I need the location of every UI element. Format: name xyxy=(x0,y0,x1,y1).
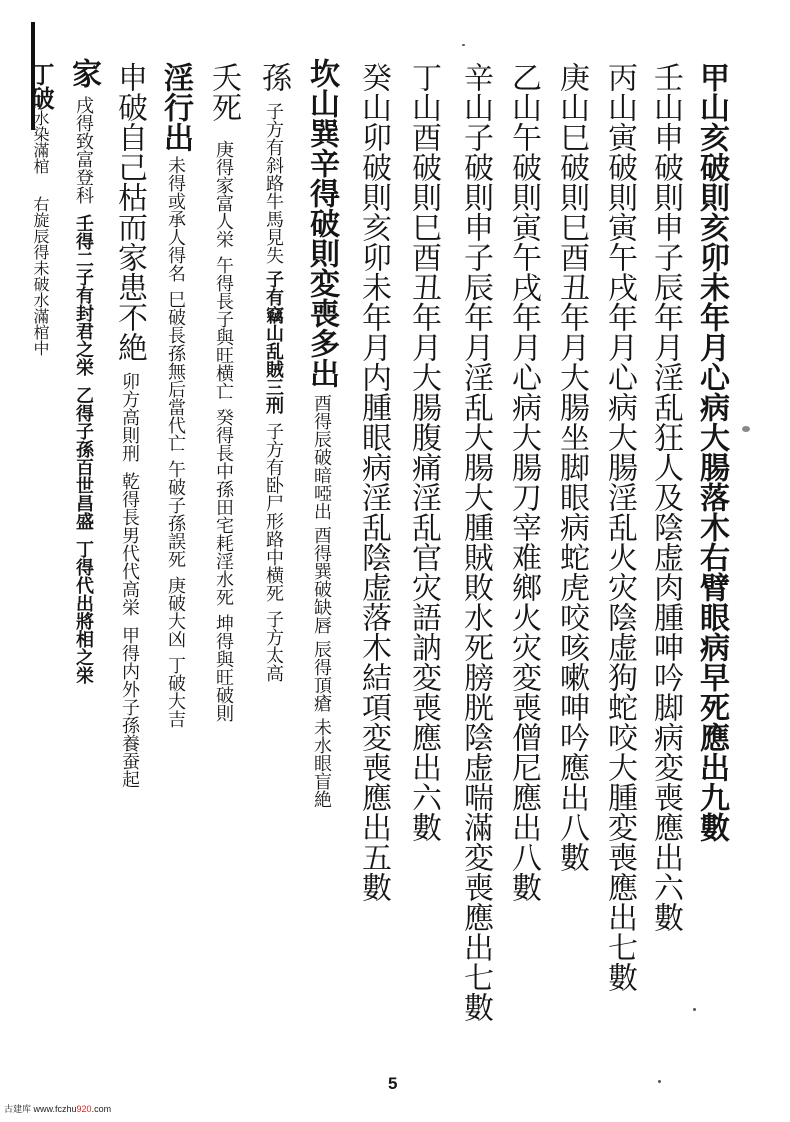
text-column-4 xyxy=(554,62,589,872)
column-note: 酉得辰破暗啞出 xyxy=(311,394,332,520)
column-note: 子方有卧尸形路中横死 xyxy=(263,422,284,602)
column-note: 戌得致富登科 xyxy=(73,96,94,204)
text-column-9 xyxy=(304,58,339,808)
column-note: 癸得長中孫田宅耗淫水死 xyxy=(213,408,234,606)
text-column-5 xyxy=(506,62,541,902)
column-text: 壬山申破則申子辰年月淫乱狂人及陰虚肉腫呻吟脚病変喪應出六數 xyxy=(648,62,683,932)
column-note: 未水眼盲絶 xyxy=(311,718,332,808)
text-column-10 xyxy=(256,62,291,682)
page-number: 5 xyxy=(388,1074,398,1093)
column-note: 乾得長男代代高栄 xyxy=(119,472,140,616)
column-note: 子方太高 xyxy=(263,610,284,682)
column-heading: 丁破 xyxy=(26,62,55,110)
column-text: 丙山寅破則寅午戌年月心病大腸淫乱火灾陰虚狗蛇咬大腫変喪應出七數 xyxy=(602,62,637,992)
text-column-7 xyxy=(406,62,441,842)
column-text: 辛山子破則申子辰年月淫乱大腸大腫賊敗水死膀胱陰虚喘滿変喪應出七數 xyxy=(458,62,493,1022)
column-note: 甲得内外子孫養蚕起 xyxy=(119,626,140,788)
column-text: 癸山卯破則亥卯未年月内腫眼病淫乱陰虚落木結項変喪應出五數 xyxy=(356,62,391,902)
column-heading: 坎山巽辛得破則変喪多出 xyxy=(304,58,339,388)
column-note: 庚得家富人栄 xyxy=(213,140,234,248)
column-note: 子有竊山乱賊三刑 xyxy=(263,270,284,414)
column-text: 甲山亥破則亥卯未年月心病大腸落木右臂眼病早死應出九數 xyxy=(694,62,729,842)
column-note: 子方有斜路牛馬見失 xyxy=(263,102,284,264)
scan-speck xyxy=(462,44,465,46)
text-column-6 xyxy=(458,62,493,1022)
column-heading: 孫 xyxy=(256,62,291,92)
column-heading: 夭死 xyxy=(206,62,241,122)
text-column-15 xyxy=(26,62,55,356)
column-note: 右旋辰得未破水滿棺中 xyxy=(31,196,50,356)
column-text: 乙山午破則寅午戌年月心病大腸刀宰难鄉火灾変喪僧尼應出八數 xyxy=(506,62,541,902)
text-column-14 xyxy=(66,58,101,684)
text-column-2 xyxy=(648,62,683,932)
column-note: 乙得子孫百世昌盛 xyxy=(73,386,94,530)
column-note: 水染滿棺 xyxy=(31,110,50,174)
column-note: 酉得巽破缺唇 xyxy=(311,526,332,634)
column-text: 庚山巳破則巳酉丑年月大腸坐脚眼病蛇虎咬咳嗽呻吟應出八數 xyxy=(554,62,589,872)
column-note: 丁破大吉 xyxy=(165,656,186,728)
text-column-1 xyxy=(694,62,729,842)
column-heading: 申破自己枯而家患不絶 xyxy=(112,62,147,362)
column-note: 卯方高則刑 xyxy=(119,372,140,462)
text-column-11 xyxy=(206,62,241,722)
scan-speck xyxy=(658,1080,661,1083)
watermark xyxy=(4,1102,111,1115)
scan-speck xyxy=(742,426,750,432)
column-note: 午破子孫誤死 xyxy=(165,460,186,568)
column-note: 巳破長孫無后當代亡 xyxy=(165,290,186,452)
column-note: 壬得二子有封君之栄 xyxy=(73,214,94,376)
watermark-url-prefix: www.fczhu xyxy=(33,1104,77,1114)
column-heading: 淫行出 xyxy=(158,62,193,152)
column-text: 丁山酉破則巳酉丑年月大腸腹痛淫乱官灾語訥変喪應出六數 xyxy=(406,62,441,842)
text-column-8 xyxy=(356,62,391,902)
text-column-3 xyxy=(602,62,637,992)
text-column-12 xyxy=(158,62,193,728)
column-note: 丁得代出將相之栄 xyxy=(73,540,94,684)
watermark-url-suffix: .com xyxy=(91,1104,112,1114)
column-note: 未得或承人得名 xyxy=(165,156,186,282)
scan-speck xyxy=(693,1008,696,1011)
text-column-13 xyxy=(112,62,147,788)
column-heading: 家 xyxy=(66,58,101,88)
column-note: 坤得與旺破則 xyxy=(213,614,234,722)
column-note: 午得長子與旺横亡 xyxy=(213,256,234,400)
watermark-site: 古建库 xyxy=(4,1104,32,1114)
column-note: 庚破大凶 xyxy=(165,576,186,648)
watermark-url-number: 920 xyxy=(76,1104,92,1114)
column-note: 辰得頂瘡 xyxy=(311,640,332,712)
